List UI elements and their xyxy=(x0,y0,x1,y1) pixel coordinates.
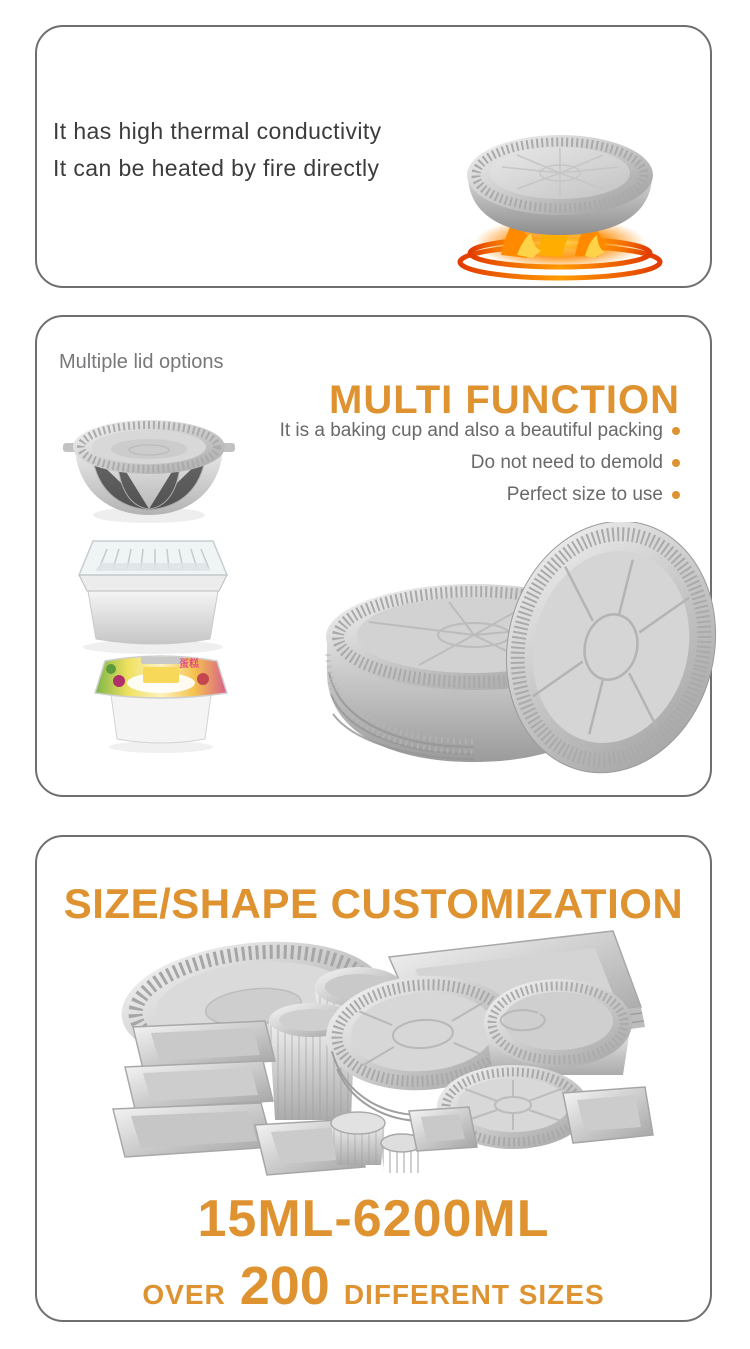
round-foil-bowl-image xyxy=(57,397,242,527)
capacity-range-text: 15ML-6200ML xyxy=(197,1190,550,1248)
bullet-item: It is a baking cup and also a beautiful packing xyxy=(280,415,680,447)
stacked-round-foil-pans-image xyxy=(299,522,724,777)
multi-function-card xyxy=(35,315,712,797)
rect-foil-container-with-lid-image xyxy=(55,523,250,658)
bullet-dot-icon xyxy=(672,427,680,435)
multi-function-bullets xyxy=(280,415,680,511)
sizes-count-number: 200 xyxy=(239,1256,330,1316)
thermal-text-block xyxy=(53,113,382,187)
svg-text:蛋糕: 蛋糕 xyxy=(179,659,199,670)
thermal-line-2: It can be heated by fire directly xyxy=(53,155,380,181)
bullet-item: Perfect size to use xyxy=(280,479,680,511)
assorted-foil-containers-image xyxy=(93,915,658,1185)
size-customization-card xyxy=(35,835,712,1322)
size-customization-title: SIZE/SHAPE CUSTOMIZATION xyxy=(63,879,684,927)
thermal-conductivity-card xyxy=(35,25,712,288)
over-prefix: OVER xyxy=(142,1279,226,1310)
sizes-count-line xyxy=(37,1255,710,1317)
bullet-dot-icon xyxy=(672,459,680,467)
printed-foil-container-image xyxy=(81,649,241,754)
bullet-dot-icon xyxy=(672,491,680,499)
multi-function-title: MULTI FUNCTION xyxy=(329,378,680,423)
bullet-item: Do not need to demold xyxy=(280,447,680,479)
over-suffix: DIFFERENT SIZES xyxy=(343,1279,605,1310)
lid-options-label: Multiple lid options xyxy=(59,351,224,373)
thermal-line-1: It has high thermal conductivity xyxy=(53,118,382,144)
foil-pan-on-fire-image xyxy=(443,105,678,285)
